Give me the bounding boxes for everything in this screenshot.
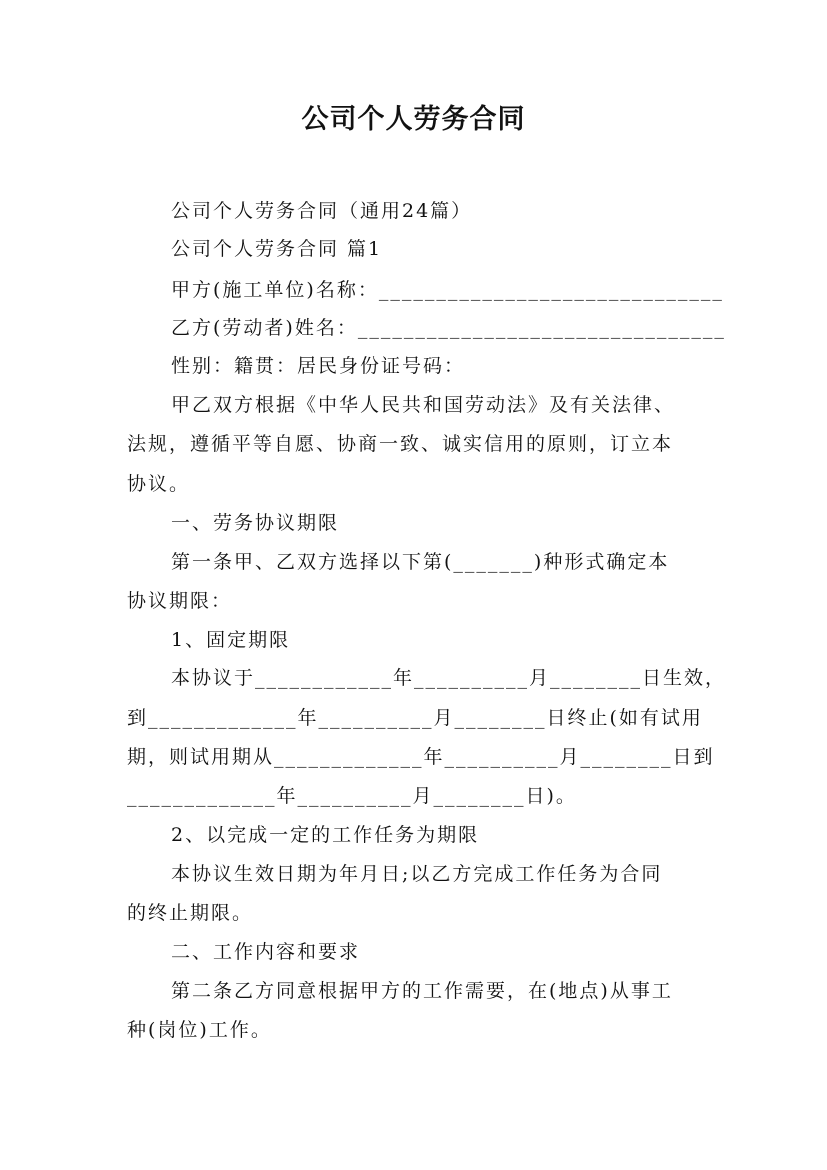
paragraph-line: 期，则试用期从_____________年__________月________日到 bbox=[127, 746, 715, 768]
paragraph-line: 第一条甲、乙双方选择以下第(_______)种形式确定本 bbox=[171, 551, 670, 573]
subsection-heading: 2、以完成一定的工作任务为期限 bbox=[171, 824, 480, 846]
paragraph-line: 的终止期限。 bbox=[127, 902, 254, 924]
party-a-name-field: 甲方(施工单位)名称：______________________________ bbox=[171, 279, 724, 301]
paragraph-line: 协议。 bbox=[127, 473, 191, 495]
party-b-name-field: 乙方(劳动者)姓名：________________________________ bbox=[171, 317, 726, 339]
paragraph-line: 本协议于____________年__________月________日生效， bbox=[171, 667, 727, 689]
document-title: 公司个人劳务合同 bbox=[301, 104, 526, 135]
paragraph-line: _____________年__________月________日)。 bbox=[127, 785, 577, 807]
subtitle-line: 公司个人劳务合同（通用24篇） bbox=[171, 200, 473, 222]
paragraph-line: 法规，遵循平等自愿、协商一致、诚实信用的原则，订立本 bbox=[127, 433, 674, 455]
section-heading: 二、工作内容和要求 bbox=[171, 941, 361, 963]
paragraph-line: 到_____________年__________月________日终止(如有试用 bbox=[127, 707, 703, 729]
personal-info-line: 性别：籍贯：居民身份证号码： bbox=[171, 355, 466, 377]
subsection-heading: 1、固定期限 bbox=[171, 629, 291, 651]
paragraph-line: 本协议生效日期为年月日;以乙方完成工作任务为合同 bbox=[171, 863, 663, 885]
paragraph-line: 种(岗位)工作。 bbox=[127, 1019, 272, 1041]
paragraph-line: 协议期限： bbox=[127, 590, 233, 612]
section-heading: 公司个人劳务合同 篇1 bbox=[171, 238, 383, 260]
paragraph-line: 甲乙双方根据《中华人民共和国劳动法》及有关法律、 bbox=[171, 394, 676, 416]
paragraph-line: 第二条乙方同意根据甲方的工作需要，在(地点)从事工 bbox=[171, 980, 673, 1002]
section-heading: 一、劳务协议期限 bbox=[171, 512, 340, 534]
